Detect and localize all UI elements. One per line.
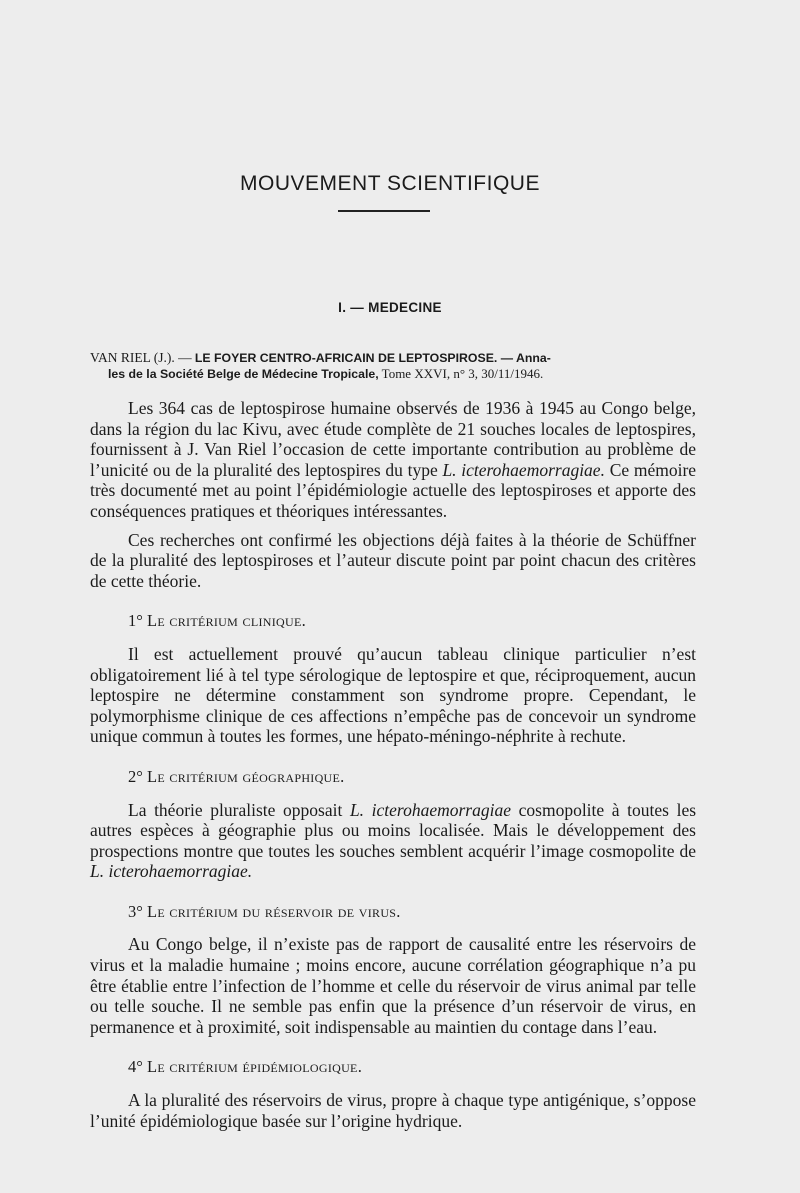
criterion-2-title: Le critérium géographique. [146, 766, 345, 786]
section-heading: I. — MEDECINE [338, 300, 442, 315]
title-rule [338, 210, 430, 212]
criterion-3-text: Au Congo belge, il n’existe pas de rapport de causalité entre les réservoirs de virus et la maladie humaine ; moins encore, aucune corrélation géographique n’a pu être établie entre l’infection de l’homme et celle du réservoir de virus animal par telle ou telle souche. Il ne semble pas enfin que la présence d’un réservoir de virus, en permanence et à proximité, soit indispensable au maintien du contage dans l’eau. [90, 934, 696, 1037]
reference-journal: les de la Société Belge de Médecine Tropicale, [108, 367, 379, 381]
intro-paragraph-1 [90, 398, 696, 522]
criterion-2-heading [128, 767, 696, 788]
article-body [90, 398, 696, 1131]
criterion-3-title: Le critérium du réservoir de virus. [146, 901, 401, 921]
species-name: L. icterohaemorragiae. [442, 459, 605, 480]
criterion-4-heading [128, 1057, 696, 1078]
criterion-3-number: 3° [128, 901, 143, 921]
intro-p1-text: Les 364 cas de leptospirose humaine observés de 1936 à 1945 au Congo belge, dans la région du lac Kivu, avec étude complète de 21 souches locales de leptospires, fournissent à J. Van Riel l’occasion de cette importante contribution au problème de l’unicité ou de la pluralité des leptospires du type [90, 398, 696, 480]
criterion-2-text-b: cosmopolite à toutes les autres espèces à géographie plus ou moins localisée. Mais le développement des prospections montre que toutes les souches semblent acquérir l’image cosmopolite de [90, 799, 697, 861]
criterion-2-text-a: La théorie pluraliste opposait [128, 799, 343, 820]
criterion-1-number: 1° [128, 611, 143, 631]
criterion-4-title: Le critérium épidémiologique. [146, 1057, 363, 1077]
criterion-1-text: Il est actuellement prouvé qu’aucun tableau clinique particulier n’est obligatoirement lié à tel type sérologique de leptospire et que, réciproquement, aucun leptospire ne détermine constamment son syndrome propre. Cependant, le polymorphisme clinique de ces affections n’empêche pas de concevoir un syndrome unique commun à toutes les formes, une hépato-méningo-néphrite à rechute. [90, 643, 696, 747]
intro-paragraph-2: Ces recherches ont confirmé les objections déjà faites à la théorie de Schüffner de la pluralité des leptospiroses et l’auteur discute point par point chacun des critères de cette théorie. [90, 529, 696, 591]
criterion-2-number: 2° [128, 766, 143, 786]
criterion-2-text [90, 800, 696, 882]
criterion-3-heading [128, 902, 696, 923]
criterion-4-number: 4° [128, 1057, 143, 1077]
page-title: MOUVEMENT SCIENTIFIQUE [240, 172, 540, 195]
reference-article-title: LE FOYER CENTRO-AFRICAIN DE LEPTOSPIROSE. — Anna- [194, 351, 551, 365]
criterion-1-heading [128, 611, 696, 632]
criterion-1-title: Le critérium clinique. [146, 611, 307, 631]
bibliographic-reference [90, 350, 696, 382]
intro-p1-end: Ce mémoire très documenté met au point l’épidémiologie actuelle des leptospiroses et apporte des conséquences pratiques et théoriques intéressantes. [90, 459, 697, 521]
species-name: L. icterohaemorragiae. [90, 861, 253, 882]
reference-volume: Tome XXVI, n° 3, 30/11/1946. [381, 366, 544, 381]
species-name: L. icterohaemorragiae [349, 799, 511, 820]
reference-line-2 [90, 366, 696, 382]
criterion-4-text: A la pluralité des réservoirs de virus, propre à chaque type antigénique, s’oppose l’unité épidémiologique basée sur l’origine hydrique. [90, 1090, 696, 1131]
reference-author: VAN RIEL (J.). — [90, 350, 192, 365]
